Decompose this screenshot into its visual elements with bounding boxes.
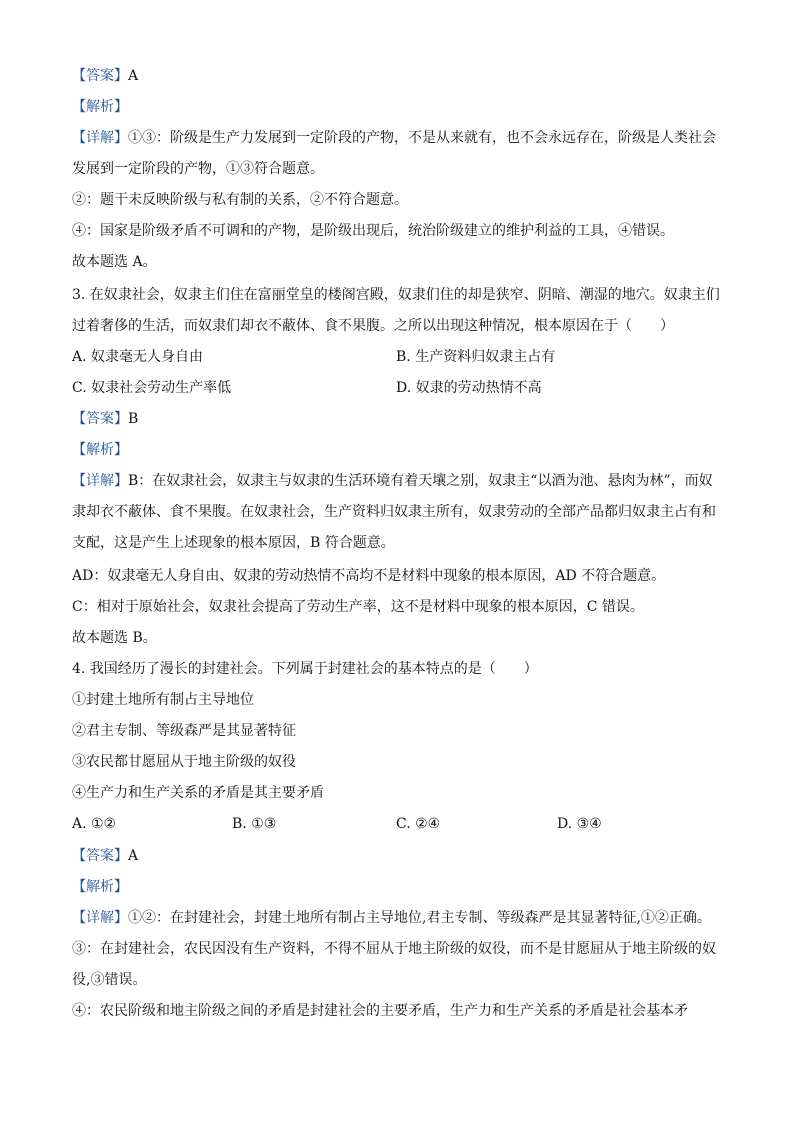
q3-answer (72, 409, 728, 429)
q4-option-d: D. ③④ (557, 816, 602, 832)
q3-option-a: A. 奴隶毫无人身自由 (72, 349, 204, 365)
answer-label: 【答案】 (72, 848, 128, 864)
q4-statement-3: ③农民都甘愿屈从于地主阶级的奴役 (72, 754, 296, 770)
q4-detail-line-3: 役,③错误。 (72, 972, 147, 988)
detail-text: B：在奴隶社会，奴隶主与奴隶的生活环境有着天壤之别，奴隶主“以酒为池、悬肉为林”，而奴 (128, 473, 713, 489)
q2-conclusion: 故本题选 A。 (72, 254, 157, 270)
q4-option-a: A. ①② (72, 816, 117, 832)
q3-detail-line-1 (72, 471, 728, 491)
answer-label: 【答案】 (72, 411, 128, 427)
q2-detail-line-1 (72, 128, 728, 148)
q4-stem: 4. 我国经历了漫长的封建社会。下列属于封建社会的基本特点的是（ ） (72, 661, 538, 677)
q4-detail-line-1 (72, 908, 728, 928)
q4-detail-line-2: ③：在封建社会，农民因没有生产资料，不得不屈从于地主阶级的奴役，而不是甘愿屈从于地主阶级的奴 (72, 941, 716, 957)
q4-statement-1: ①封建土地所有制占主导地位 (72, 692, 254, 708)
answer-value: A (128, 848, 139, 864)
q3-conclusion: 故本题选 B。 (72, 630, 157, 646)
q3-detail-line-5: C：相对于原始社会，奴隶社会提高了劳动生产率，这不是材料中现象的根本原因，C 错误。 (72, 599, 644, 615)
q2-analysis-label: 【解析】 (72, 99, 128, 115)
q2-answer (72, 66, 728, 86)
q3-analysis-label: 【解析】 (72, 442, 128, 458)
q2-detail-line-2: 发展到一定阶段的产物，①③符合题意。 (72, 161, 324, 177)
q2-detail-line-3: ②：题干未反映阶级与私有制的关系，②不符合题意。 (72, 192, 408, 208)
q4-detail-line-4: ④：农民阶级和地主阶级之间的矛盾是封建社会的主要矛盾，生产力和生产关系的矛盾是社会基本矛 (72, 1003, 688, 1019)
q3-option-b: B. 生产资料归奴隶主占有 (396, 349, 556, 365)
detail-label: 【详解】 (72, 473, 128, 489)
q2-detail-line-4: ④：国家是阶级矛盾不可调和的产物，是阶级出现后，统治阶级建立的维护利益的工具，④错误。 (72, 223, 674, 239)
q3-detail-line-2: 隶却衣不蔽体、食不果腹。在奴隶社会，生产资料归奴隶主所有，奴隶劳动的全部产品都归奴隶主占有和 (72, 504, 716, 520)
detail-label: 【详解】 (72, 910, 128, 926)
q3-option-c: C. 奴隶社会劳动生产率低 (72, 380, 232, 396)
detail-text: ①③：阶级是生产力发展到一定阶段的产物，不是从来就有，也不会永远存在，阶级是人类社会 (128, 130, 716, 146)
q3-stem-line-2: 过着奢侈的生活，而奴隶们却衣不蔽体、食不果腹。之所以出现这种情况，根本原因在于（ ） (72, 318, 674, 334)
q4-statement-4: ④生产力和生产关系的矛盾是其主要矛盾 (72, 785, 324, 801)
q3-detail-line-3: 支配，这是产生上述现象的根本原因，B 符合题意。 (72, 535, 395, 551)
answer-label: 【答案】 (72, 68, 128, 84)
answer-value: B (128, 411, 139, 427)
q3-detail-line-4: AD：奴隶毫无人身自由、奴隶的劳动热情不高均不是材料中现象的根本原因，AD 不符合题意。 (72, 568, 666, 584)
q3-option-d: D. 奴隶的劳动热情不高 (396, 380, 542, 396)
q3-stem-line-1: 3. 在奴隶社会，奴隶主们住在富丽堂皇的楼阁宫殿，奴隶们住的却是狭窄、阴暗、潮湿的地穴。奴隶主们 (72, 287, 720, 303)
q4-analysis-label: 【解析】 (72, 879, 128, 895)
detail-text: ①②：在封建社会，封建土地所有制占主导地位,君主专制、等级森严是其显著特征,①②正确。 (128, 910, 711, 926)
q4-statement-2: ②君主专制、等级森严是其显著特征 (72, 723, 296, 739)
q4-option-c: C. ②④ (396, 816, 441, 832)
detail-label: 【详解】 (72, 130, 128, 146)
answer-value: A (128, 68, 139, 84)
q4-option-b: B. ①③ (232, 816, 277, 832)
q4-answer (72, 846, 728, 866)
